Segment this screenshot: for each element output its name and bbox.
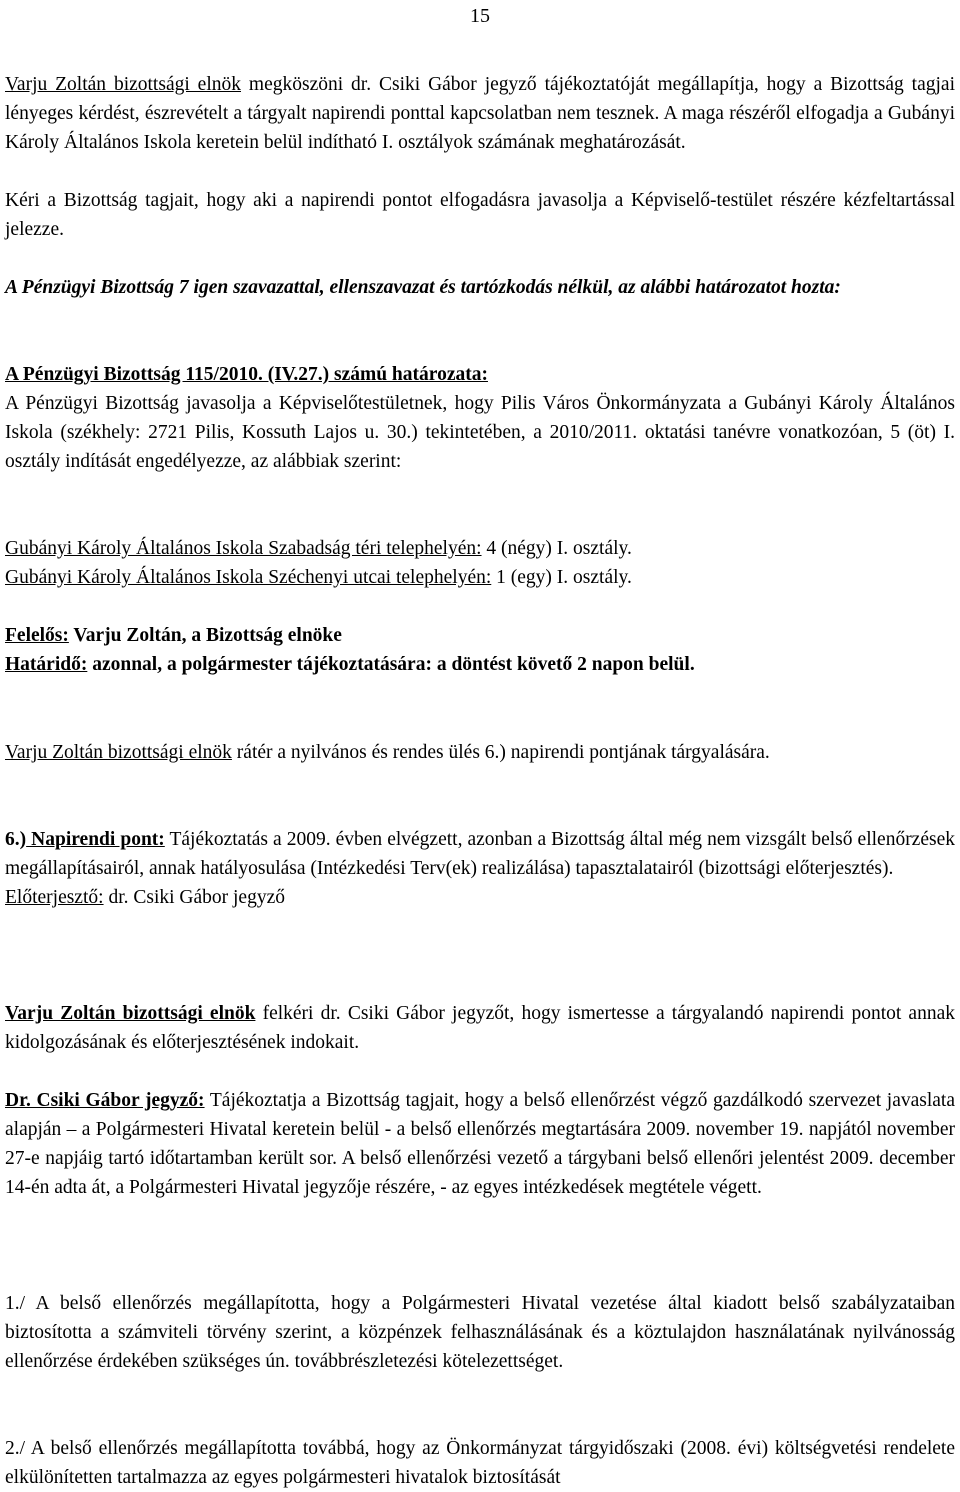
agenda-number: 6.)	[5, 829, 27, 850]
paragraph-text: felkéri dr. Csiki Gábor jegyzőt, hogy ismertesse a tárgyalandó napirendi pontot annak kidolgozásának és előterjesztésének indokait.	[5, 1003, 955, 1053]
paragraph-text: Tájékoztatja a Bizottság tagjait, hogy a belső ellenőrzést végző gazdálkodó szervezet javaslata alapján – a Polgármesteri Hivatal keretein belül - a belső ellenőrzés megtartására 2009. november 19. napjától november 27-e napjáig tartó időtartamban került sor. A belső ellenőrzési vezető a tárgybani belső ellenőri jelentést 2009. december 14-én adta át, a Polgármesteri Hivatal jegyzője részére, - az egyes intézkedések megtétele végett.	[5, 1090, 955, 1198]
paragraph-text: Kéri a Bizottság tagjait, hogy aki a napirendi pontot elfogadásra javasolja a Képviselő-testület részére kézfeltartással jelezze.	[5, 190, 955, 240]
speaker-name: Varju Zoltán bizottsági elnök	[5, 742, 232, 763]
finding-2	[5, 1434, 955, 1492]
paragraph-chairman-request	[5, 999, 955, 1057]
paragraph-text: 2./ A belső ellenőrzés megállapította továbbá, hogy az Önkormányzat tárgyidőszaki (2008. évi) költségvetési rendelete elkülönítetten tartalmazza az egyes polgármesteri hivatalok biztosítását	[5, 1438, 955, 1488]
resolution-title: A Pénzügyi Bizottság 115/2010. (IV.27.) számú határozata:	[5, 364, 488, 385]
vote-statement	[5, 273, 955, 302]
site-label: Gubányi Károly Általános Iskola Szabadság téri telephelyén:	[5, 538, 482, 559]
speaker-name: Varju Zoltán bizottsági elnök	[5, 1003, 256, 1024]
deadline-label: Határidő:	[5, 654, 88, 675]
site-label: Gubányi Károly Általános Iskola Széchenyi utcai telephelyén:	[5, 567, 492, 588]
page-number: 15	[470, 5, 490, 27]
paragraph-request-vote	[5, 186, 955, 244]
agenda-text: Tájékoztatás a 2009. évben elvégzett, azonban a Bizottság által még nem vizsgált belső ellenőrzések megállapításairól, annak hatályosulása (Intézkedési Terv(ek) realizálása) tapasztalatairól (bizottsági előterjesztés).	[5, 829, 955, 879]
agenda-item-6	[5, 825, 955, 912]
deadline-value: azonnal, a polgármester tájékoztatására: a döntést követő 2 napon belül.	[87, 654, 695, 675]
paragraph-text: 1./ A belső ellenőrzés megállapította, hogy a Polgármesteri Hivatal vezetése által kiadott belső szabályzataiban biztosította a számviteli törvény szerint, a közpénzek felhasználásának és a köztulajdon használatának nyilvánosság ellenőrzése érdekében szükséges ún. továbbrészletezési kötelezettséget.	[5, 1293, 955, 1372]
paragraph-notary-report	[5, 1086, 955, 1202]
paragraph-text: megköszöni dr. Csiki Gábor jegyző tájékoztatóját megállapítja, hogy a Bizottság tagjai lényeges kérdést, észrevételt a tárgyalt napirendi ponttal kapcsolatban nem tesznek. A maga részéről elfogadja a Gubányi Károly Általános Iskola keretein belül indítható I. osztályok számának meghatározását.	[5, 74, 955, 153]
responsible-value: Varju Zoltán, a Bizottság elnöke	[68, 625, 342, 646]
paragraph-text: rátér a nyilvános és rendes ülés 6.) napirendi pontjának tárgyalására.	[231, 742, 770, 763]
speaker-name: Dr. Csiki Gábor jegyző:	[5, 1090, 205, 1111]
presenter-label: Előterjesztő:	[5, 887, 104, 908]
resolution-responsibility	[5, 621, 955, 679]
site-value: 1 (egy) I. osztály.	[491, 567, 632, 588]
agenda-label: Napirendi pont:	[26, 829, 165, 850]
finding-1	[5, 1289, 955, 1376]
vote-text: A Pénzügyi Bizottság 7 igen szavazattal, ellenszavazat és tartózkodás nélkül, az alábbi határozatot hozta:	[5, 277, 841, 298]
paragraph-chairman-thanks	[5, 70, 955, 157]
resolution-block	[5, 360, 955, 476]
responsible-label: Felelős:	[5, 625, 69, 646]
paragraph-chairman-agenda	[5, 738, 955, 767]
resolution-allocations	[5, 534, 955, 592]
presenter-value: dr. Csiki Gábor jegyző	[103, 887, 285, 908]
site-value: 4 (négy) I. osztály.	[481, 538, 632, 559]
speaker-name: Varju Zoltán bizottsági elnök	[5, 74, 241, 95]
resolution-body: A Pénzügyi Bizottság javasolja a Képviselőtestületnek, hogy Pilis Város Önkormányzata a Gubányi Károly Általános Iskola (székhely: 2721 Pilis, Kossuth Lajos u. 30.) tekintetében, a 2010/2011. oktatási tanévre vonatkozóan, 5 (öt) I. osztály indítását engedélyezze, az alábbiak szerint:	[5, 393, 955, 472]
